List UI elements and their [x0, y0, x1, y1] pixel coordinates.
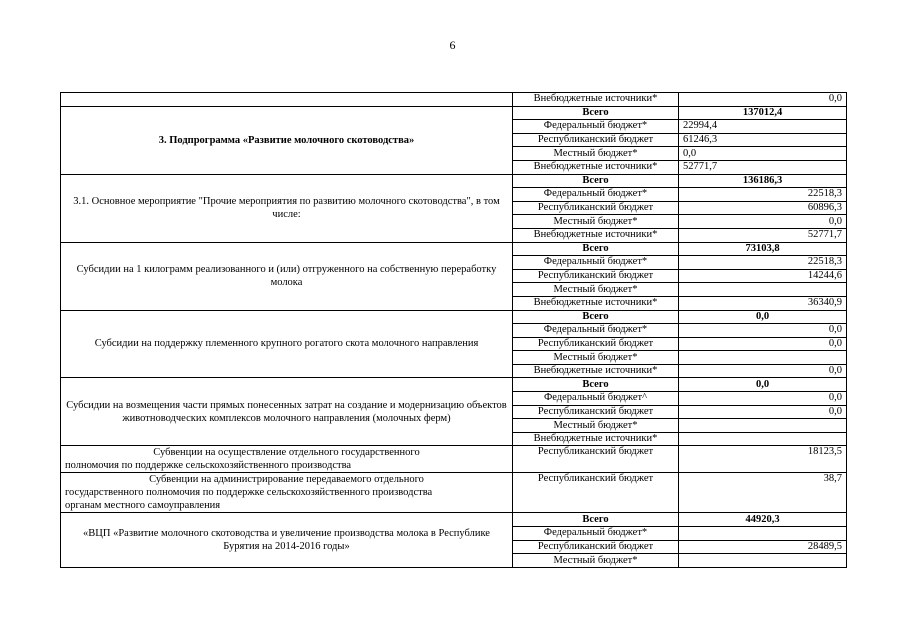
amount: 0,0	[679, 324, 847, 338]
subvention-name-line: полномочия по поддержке сельскохозяйственного производства	[65, 460, 352, 472]
table-row	[61, 174, 847, 188]
amount: 22518,3	[679, 256, 847, 270]
amount: 0,0	[679, 215, 847, 229]
subvention-name-line: органам местного самоуправления	[65, 500, 221, 512]
funding-source: Местный бюджет*	[513, 554, 679, 568]
funding-source: Местный бюджет*	[513, 419, 679, 433]
funding-source: Внебюджетные источники*	[513, 93, 679, 107]
amount: 0,0	[679, 147, 847, 161]
subvention-name-line: Субвенции на осуществление отдельного государственного	[153, 447, 420, 459]
amount	[679, 527, 847, 541]
amount: 22994,4	[679, 120, 847, 134]
amount	[679, 351, 847, 365]
amount	[679, 419, 847, 433]
funding-source: Республиканский бюджет	[513, 405, 679, 419]
amount: 0,0	[679, 405, 847, 419]
funding-source: Внебюджетные источники*	[513, 364, 679, 378]
funding-source: Внебюджетные источники*	[513, 160, 679, 174]
amount: 28489,5	[679, 540, 847, 554]
subvention-name-line: Субвенции на администрирование передаваемого отдельного	[149, 474, 424, 486]
funding-source: Республиканский бюджет	[513, 473, 679, 513]
amount: 18123,5	[679, 446, 847, 473]
subvention-name	[61, 473, 513, 513]
amount	[679, 554, 847, 568]
funding-source: Федеральный бюджет*	[513, 188, 679, 202]
subvention-name-line: государственного полномочия по поддержке сельскохозяйственного производства	[65, 487, 433, 499]
funding-source: Местный бюджет*	[513, 283, 679, 297]
funding-source: Местный бюджет*	[513, 351, 679, 365]
amount-total: 136186,3	[679, 174, 847, 188]
page-number: 6	[449, 38, 456, 52]
amount: 60896,3	[679, 201, 847, 215]
amount: 0,0	[679, 364, 847, 378]
table-row	[61, 93, 847, 107]
funding-source: Республиканский бюджет	[513, 446, 679, 473]
table-row	[61, 242, 847, 256]
amount: 22518,3	[679, 188, 847, 202]
funding-source: Федеральный бюджет*	[513, 256, 679, 270]
table-row	[61, 446, 847, 473]
funding-source: Всего	[513, 106, 679, 120]
subsidy-name: Субсидии на поддержку племенного крупного рогатого скота молочного направления	[61, 310, 513, 378]
amount: 38,7	[679, 473, 847, 513]
funding-source: Республиканский бюджет	[513, 133, 679, 147]
funding-source: Всего	[513, 513, 679, 527]
table-row	[61, 513, 847, 527]
subsidy-name: Субсидии на 1 килограмм реализованного и (или) отгруженного на собственную переработку молока	[61, 242, 513, 310]
funding-source: Федеральный бюджет*	[513, 324, 679, 338]
table-row	[61, 106, 847, 120]
target-program-name: «ВЦП «Развитие молочного скотоводства и увеличение производства молока в Республике Бурятия на 2014-2016 годы»	[61, 513, 513, 567]
funding-source: Всего	[513, 242, 679, 256]
funding-source: Федеральный бюджет*	[513, 527, 679, 541]
amount	[679, 283, 847, 297]
amount: 52771,7	[679, 228, 847, 242]
measure-name: 3.1. Основное мероприятие "Прочие мероприятия по развитию молочного скотоводства", в том числе:	[61, 174, 513, 242]
description-cell	[61, 93, 513, 107]
funding-source: Республиканский бюджет	[513, 269, 679, 283]
subvention-name	[61, 446, 513, 473]
funding-source: Республиканский бюджет	[513, 201, 679, 215]
funding-source: Республиканский бюджет	[513, 540, 679, 554]
amount-total: 0,0	[679, 310, 847, 324]
funding-source: Внебюджетные источники*	[513, 432, 679, 446]
funding-source: Федеральный бюджет^	[513, 392, 679, 406]
funding-source: Местный бюджет*	[513, 147, 679, 161]
amount: 0,0	[679, 93, 847, 107]
funding-source: Всего	[513, 310, 679, 324]
budget-table	[60, 92, 847, 568]
amount: 36340,9	[679, 296, 847, 310]
amount: 0,0	[679, 392, 847, 406]
funding-source: Внебюджетные источники*	[513, 228, 679, 242]
amount-total: 137012,4	[679, 106, 847, 120]
amount-total: 73103,8	[679, 242, 847, 256]
funding-source: Всего	[513, 174, 679, 188]
funding-source: Федеральный бюджет*	[513, 120, 679, 134]
funding-source: Внебюджетные источники*	[513, 296, 679, 310]
amount: 14244,6	[679, 269, 847, 283]
table-row	[61, 473, 847, 513]
amount	[679, 432, 847, 446]
funding-source: Местный бюджет*	[513, 215, 679, 229]
amount-total: 0,0	[679, 378, 847, 392]
amount: 61246,3	[679, 133, 847, 147]
table-row	[61, 310, 847, 324]
subsidy-name: Субсидии на возмещения части прямых понесенных затрат на создание и модернизацию объектов животноводческих комплексов молочного направления (молочных ферм)	[61, 378, 513, 446]
funding-source: Республиканский бюджет	[513, 337, 679, 351]
funding-source: Всего	[513, 378, 679, 392]
amount: 0,0	[679, 337, 847, 351]
program-name: 3. Подпрограмма «Развитие молочного скотоводства»	[61, 106, 513, 174]
amount: 52771,7	[679, 160, 847, 174]
table-row	[61, 378, 847, 392]
amount-total: 44920,3	[679, 513, 847, 527]
